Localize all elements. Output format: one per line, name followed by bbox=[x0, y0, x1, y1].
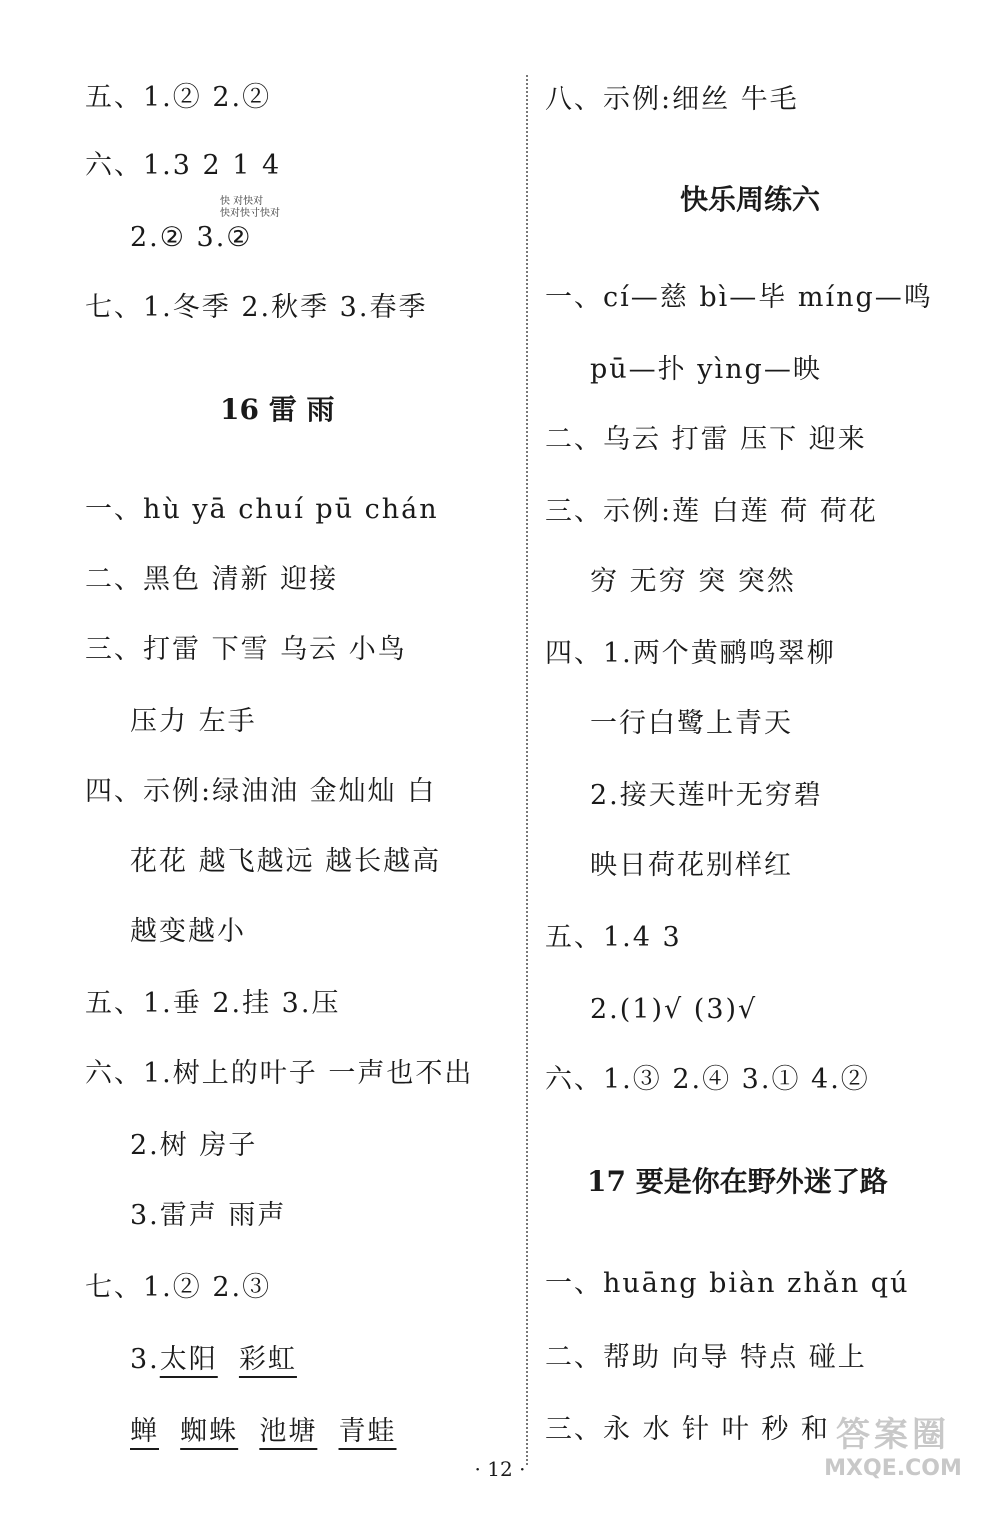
answer-line: 五、1.垂 2.挂 3.压 bbox=[85, 988, 341, 1019]
answer-line: 五、1.② 2.② bbox=[85, 82, 272, 113]
answer-line: 四、示例:绿油油 金灿灿 白 bbox=[85, 776, 437, 807]
answer-line: 映日荷花别样红 bbox=[590, 850, 793, 881]
watermark-logo bbox=[808, 1415, 978, 1495]
section-title: 快乐周练六 bbox=[680, 183, 821, 216]
underlined-answer: 蝉 bbox=[130, 1416, 159, 1447]
answer-line: 六、1.3 2 1 4 bbox=[85, 150, 282, 181]
answer-line: 穷 无穷 突 突然 bbox=[590, 566, 796, 597]
answer-line bbox=[130, 1342, 297, 1378]
answer-line: 3.雷声 雨声 bbox=[130, 1200, 287, 1231]
answer-line: 一、huāng biàn zhǎn qú bbox=[545, 1268, 910, 1299]
underlined-answer: 青蛙 bbox=[338, 1416, 397, 1447]
answer-line: 压力 左手 bbox=[130, 706, 257, 737]
answer-line: 二、乌云 打雷 压下 迎来 bbox=[545, 424, 867, 455]
answer-line: 2.② 3.② bbox=[130, 222, 253, 253]
answer-line: 越变越小 bbox=[130, 916, 246, 947]
answer-line: 一行白鹭上青天 bbox=[590, 708, 793, 739]
answer-line: 二、黑色 清新 迎接 bbox=[85, 564, 339, 595]
answer-line: pū—扑 yìng—映 bbox=[590, 354, 822, 385]
stamp-text: 快对快寸快对 bbox=[220, 208, 280, 219]
answer-line: 六、1.树上的叶子 一声也不出 bbox=[85, 1058, 474, 1089]
answer-prefix: 3. bbox=[130, 1344, 160, 1375]
lesson-title: 16 雷 雨 bbox=[220, 393, 335, 426]
page-number: · 12 · bbox=[474, 1457, 526, 1481]
answer-line: 二、帮助 向导 特点 碰上 bbox=[545, 1342, 867, 1373]
answer-line: 三、打雷 下雪 乌云 小鸟 bbox=[85, 634, 407, 665]
watermark-text: 答案圈 bbox=[836, 1415, 950, 1455]
underlined-answer: 蜘蛛 bbox=[180, 1416, 239, 1447]
watermark-url: MXQE.COM bbox=[824, 1456, 962, 1481]
answer-line bbox=[130, 1414, 397, 1450]
answer-line: 一、cí—慈 bì—毕 míng—鸣 bbox=[545, 282, 933, 313]
answer-line: 四、1.两个黄鹂鸣翠柳 bbox=[545, 638, 836, 669]
answer-line: 七、1.冬季 2.秋季 3.春季 bbox=[85, 292, 428, 323]
underlined-answer: 池塘 bbox=[259, 1416, 318, 1447]
column-divider bbox=[526, 75, 528, 1465]
stamp-text: 快 对快对 bbox=[220, 196, 264, 207]
answer-line: 花花 越飞越远 越长越高 bbox=[130, 846, 442, 877]
answer-line: 2.(1)√ (3)√ bbox=[590, 994, 758, 1025]
answer-line: 三、示例:莲 白莲 荷 荷花 bbox=[545, 496, 878, 527]
answer-line: 六、1.③ 2.④ 3.① 4.② bbox=[545, 1064, 870, 1095]
answer-line: 2.接天莲叶无穷碧 bbox=[590, 780, 823, 811]
answer-line: 八、示例:细丝 牛毛 bbox=[545, 84, 799, 115]
answer-line: 七、1.② 2.③ bbox=[85, 1272, 272, 1303]
lesson-title: 17 要是你在野外迷了路 bbox=[587, 1165, 888, 1198]
underlined-answer: 太阳 bbox=[159, 1344, 218, 1375]
answer-line: 一、hù yā chuí pū chán bbox=[85, 494, 439, 525]
answer-line: 三、永 水 针 叶 秒 和 bbox=[545, 1414, 830, 1445]
underlined-answer: 彩虹 bbox=[238, 1344, 297, 1375]
answer-line: 2.树 房子 bbox=[130, 1130, 258, 1161]
answer-line: 五、1.4 3 bbox=[545, 922, 682, 953]
